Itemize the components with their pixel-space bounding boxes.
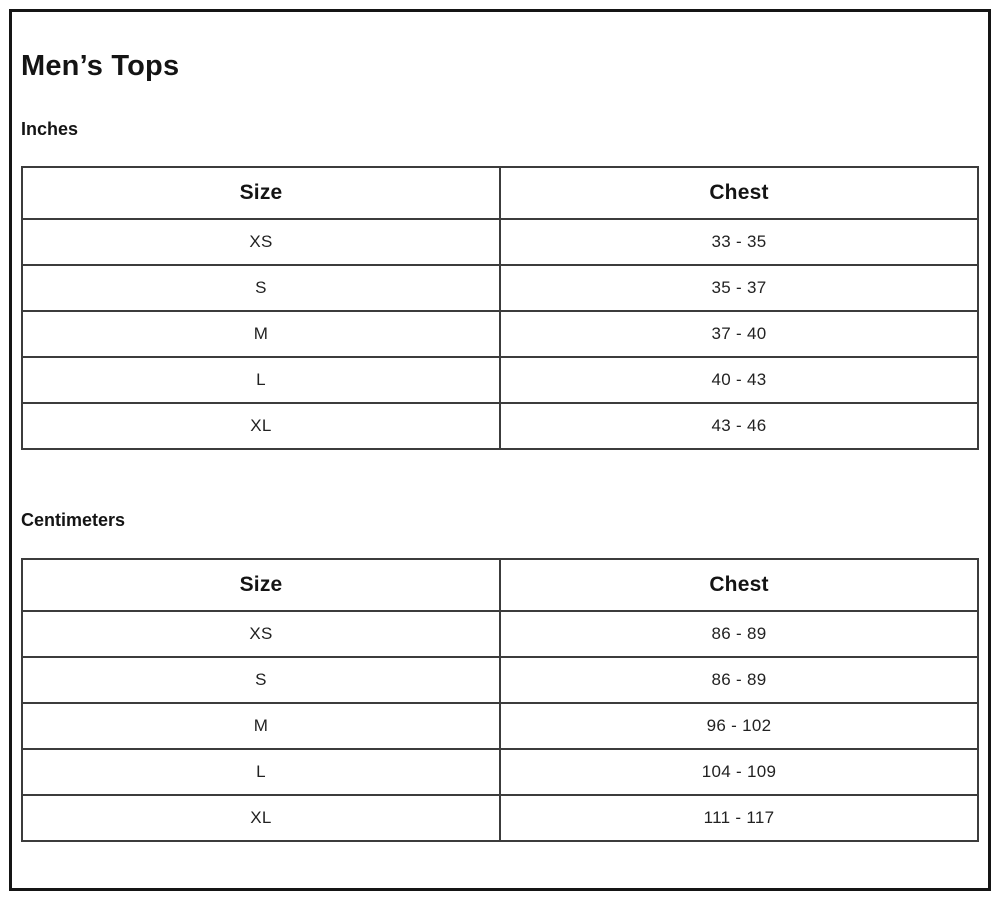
size-cell: XL: [22, 795, 500, 841]
size-cell: M: [22, 703, 500, 749]
table-row: [22, 311, 978, 357]
column-header-chest: Chest: [500, 167, 978, 219]
section-label-centimeters: Centimeters: [21, 510, 126, 530]
size-chart-centimeters: [21, 558, 979, 842]
table-row: [22, 703, 978, 749]
page-content: [12, 48, 988, 842]
table-row: [22, 265, 978, 311]
chest-cell: 86 - 89: [500, 657, 978, 703]
table-row: [22, 357, 978, 403]
size-cell: M: [22, 311, 500, 357]
table-row: [22, 795, 978, 841]
table-row: [22, 403, 978, 449]
section-label-inches: Inches: [21, 119, 79, 139]
size-cell: S: [22, 657, 500, 703]
chest-cell: 96 - 102: [500, 703, 978, 749]
chest-cell: 111 - 117: [500, 795, 978, 841]
size-cell: L: [22, 357, 500, 403]
table-row: [22, 219, 978, 265]
page-title: Men’s Tops: [21, 50, 180, 82]
chest-cell: 40 - 43: [500, 357, 978, 403]
chest-cell: 35 - 37: [500, 265, 978, 311]
table-header-row: [22, 559, 978, 611]
size-chart-inches: [21, 166, 979, 450]
table-row: [22, 611, 978, 657]
chest-cell: 37 - 40: [500, 311, 978, 357]
column-header-chest: Chest: [500, 559, 978, 611]
size-cell: XS: [22, 611, 500, 657]
column-header-size: Size: [22, 167, 500, 219]
chest-cell: 43 - 46: [500, 403, 978, 449]
size-cell: L: [22, 749, 500, 795]
table-header-row: [22, 167, 978, 219]
size-cell: XS: [22, 219, 500, 265]
page-frame: [9, 9, 991, 891]
table-row: [22, 657, 978, 703]
size-cell: XL: [22, 403, 500, 449]
chest-cell: 33 - 35: [500, 219, 978, 265]
size-cell: S: [22, 265, 500, 311]
chest-cell: 86 - 89: [500, 611, 978, 657]
column-header-size: Size: [22, 559, 500, 611]
chest-cell: 104 - 109: [500, 749, 978, 795]
table-row: [22, 749, 978, 795]
